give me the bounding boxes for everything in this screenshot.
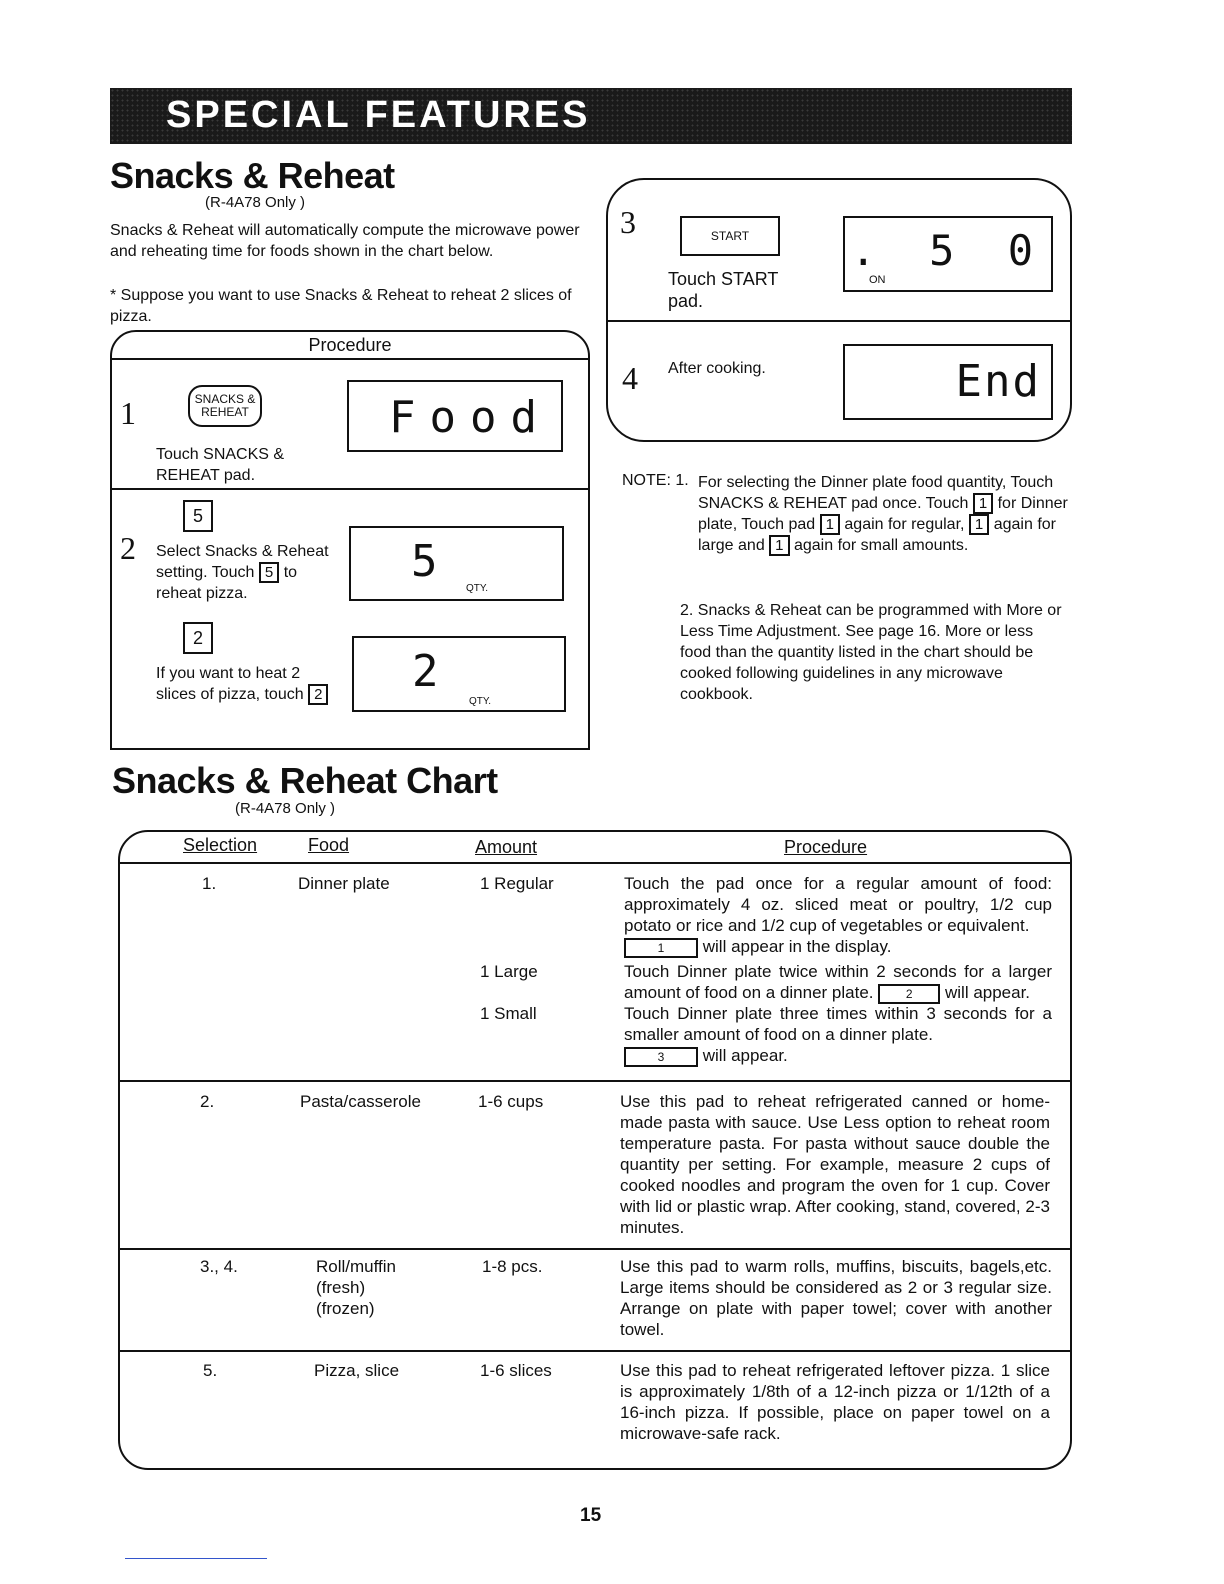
proc-text: will appear in the display. [702, 937, 892, 956]
step3-text: Touch START pad. [668, 269, 779, 311]
step4-text: After cooking. [668, 360, 766, 377]
procedure-title: Procedure [308, 335, 392, 355]
proc-text: Touch the pad once for a regular amount of food: approximately 4 oz. sliced meat or poultry, 1/2 cup potato or rice and 1/2 cup of vegetables or equivalent. [624, 874, 1052, 935]
cell-procedure [624, 1003, 1052, 1067]
cell-food: Pizza, slice [314, 1361, 400, 1380]
key-1-icon: 1 [820, 514, 840, 535]
divider [120, 1080, 1070, 1082]
food-line: (frozen) [316, 1299, 375, 1318]
cell-amount: 1-6 cups [478, 1092, 544, 1111]
divider [120, 1350, 1070, 1352]
step1-text: Touch SNACKS & REHEAT pad. [156, 446, 285, 484]
cell-amount: 1 Small [480, 1004, 537, 1023]
divider [120, 1248, 1070, 1250]
step-number: 3 [620, 204, 636, 240]
note1-text-c: again for regular, [844, 516, 965, 533]
section-banner [110, 88, 1072, 144]
chart-model-note: (R-4A78 Only ) [235, 800, 336, 817]
step2b-text-a: If you want to heat 2 slices of pizza, touch [156, 665, 304, 703]
display-text: Food [389, 392, 551, 443]
banner-title: SPECIAL FEATURES [166, 94, 591, 136]
display-icon: 2 [878, 984, 940, 1004]
display-time [843, 216, 1053, 292]
note-2: 2. Snacks & Reheat can be programmed with More or Less Time Adjustment. See page 16. More or less food than the quantity listed in the chart should be cooked following guidelines in any microwave cookbook. [680, 602, 1062, 703]
note-label: NOTE: 1. [622, 472, 689, 489]
note1-text-a: For selecting the Dinner plate food quantity, Touch SNACKS & REHEAT pad once. Touch [698, 474, 1054, 512]
note1-text-b: for Dinner plate, Touch pad [698, 495, 1068, 533]
step2b-text [156, 663, 331, 705]
start-button[interactable]: START [680, 216, 780, 256]
chart-heading: Snacks & Reheat Chart [112, 760, 498, 801]
cell-food: Dinner plate [298, 874, 390, 893]
display-icon: 3 [624, 1047, 698, 1067]
proc-text: Touch Dinner plate three times within 3 seconds for a smaller amount of food on a dinner plate. [624, 1004, 1052, 1044]
intro-text: Snacks & Reheat will automatically compute the microwave power and reheating time for foods shown in the chart below. [110, 222, 580, 260]
divider [608, 320, 1070, 322]
display-text: 2 [412, 646, 453, 697]
key-1-icon: 1 [769, 535, 789, 556]
cell-amount: 1 Regular [480, 874, 554, 893]
step-number: 2 [120, 530, 136, 566]
cell-procedure [624, 873, 1052, 958]
step2-text-b: to reheat pizza. [156, 564, 298, 602]
key-5-icon: 5 [183, 500, 213, 532]
step-number: 4 [622, 360, 638, 396]
section-heading: Snacks & Reheat [110, 155, 395, 196]
example-text: * Suppose you want to use Snacks & Reheat to reheat 2 slices of pizza. [110, 287, 572, 325]
display-on-label: ON [869, 274, 886, 286]
display-qty-2 [352, 636, 566, 712]
note1-text-d: again for large and [698, 516, 1056, 554]
display-qty-5 [349, 526, 564, 601]
step2-text-a: Select Snacks & Reheat setting. Touch [156, 543, 329, 581]
cell-food: Pasta/casserole [300, 1092, 421, 1111]
proc-text: will appear. [944, 983, 1031, 1002]
col-header-selection: Selection [183, 835, 258, 855]
cell-selection: 5. [203, 1361, 218, 1380]
display-text: End [955, 356, 1041, 407]
cell-procedure: Use this pad to reheat refrigerated leftover pizza. 1 slice is approximately 1/8th of a 12-inch pizza or 1/12th of a 16-inch pizza. If possible, place on paper towel on a microwave-safe rack. [620, 1361, 1050, 1443]
cell-selection: 1. [202, 874, 217, 893]
food-line: Roll/muffin [316, 1257, 396, 1276]
note-1 [698, 472, 1070, 556]
key-5-inline-icon: 5 [259, 562, 279, 583]
footer-rule [125, 1558, 267, 1559]
cell-procedure: Use this pad to warm rolls, muffins, biscuits, bagels,etc. Large items should be considered as 2 or 3 regular size. Arrange on plate with paper towel; cover with another towel. [620, 1257, 1052, 1339]
cell-amount: 1-6 slices [480, 1361, 552, 1380]
cell-amount: 1 Large [480, 962, 538, 981]
key-2-inline-icon: 2 [308, 684, 328, 705]
display-icon: 1 [624, 938, 698, 958]
display-end [843, 344, 1053, 420]
divider [112, 488, 588, 490]
cell-selection: 2. [200, 1092, 215, 1111]
col-header-amount: Amount [475, 837, 538, 857]
display-text: . 5 0 [850, 226, 1047, 275]
page-number: 15 [580, 1505, 602, 1526]
divider [120, 862, 1070, 864]
col-header-food: Food [308, 835, 350, 855]
cell-selection: 3., 4. [200, 1257, 238, 1276]
snacks-reheat-button[interactable]: SNACKS & REHEAT [188, 385, 262, 427]
proc-text: Touch Dinner plate twice within 2 seconds for a larger amount of food on a dinner plate. [624, 962, 1052, 1002]
cell-amount: 1-8 pcs. [482, 1257, 543, 1276]
proc-text: will appear. [702, 1046, 788, 1065]
model-note: (R-4A78 Only ) [205, 194, 306, 211]
display-food [347, 380, 563, 452]
display-qty-label: QTY. [469, 696, 492, 707]
key-1-icon: 1 [969, 514, 989, 535]
col-header-procedure: Procedure [784, 837, 868, 857]
display-text: 5 [411, 536, 452, 587]
key-1-icon: 1 [973, 493, 993, 514]
note1-text-e: again for small amounts. [793, 537, 969, 554]
cell-procedure [624, 961, 1052, 1004]
step2-text [156, 541, 331, 604]
cell-procedure: Use this pad to reheat refrigerated canned or home-made pasta with sauce. Use Less option to reheat room temperature pasta. For pasta without sauce double the quantity per setting. For example, measure 2 cups of cooked noodles and program the oven for 1 cup. Cover with lid or plastic wrap. After cooking, stand, covered, 2-3 minutes. [620, 1092, 1050, 1237]
step-number: 1 [120, 395, 136, 431]
divider [112, 358, 588, 360]
key-2-icon: 2 [183, 622, 213, 654]
food-line: (fresh) [316, 1278, 366, 1297]
display-qty-label: QTY. [466, 583, 489, 594]
cell-food [316, 1256, 396, 1319]
